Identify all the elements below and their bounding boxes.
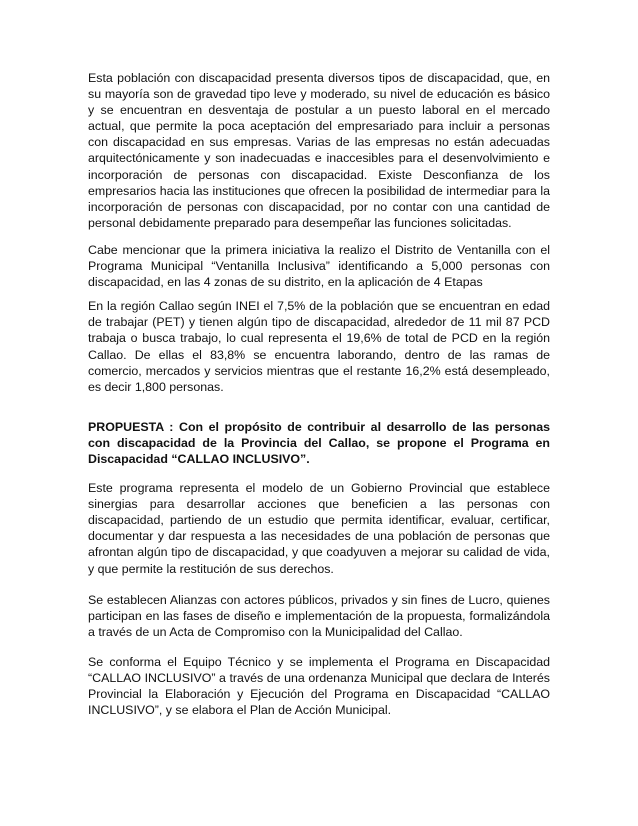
- document-page: [88, 70, 550, 718]
- paragraph-region-callao-inei: En la región Callao según INEI el 7,5% de la población que se encuentran en edad de trabajar (PET) y tienen algún tipo de discapacidad, alrededor de 11 mil 87 PCD trabaja o busca trabajo, lo cual representa el 19,6% de total de PCD en la región Callao. De ellas el 83,8% se encuentra laborando, dentro de las ramas de comercio, mercados y servicios mientras que el restante 16,2% está desempleado, es decir 1,800 personas.: [88, 299, 550, 394]
- paragraph-programa-modelo: Este programa representa el modelo de un Gobierno Provincial que establece sinergias para desarrollar acciones que beneficien a las personas con discapacidad, partiendo de un estudio que permita identificar, evaluar, certificar, documentar y dar respuesta a las necesidades de una población de personas que afrontan algún tipo de discapacidad, y que coadyuven a mejorar su calidad de vida, y que permite la restitución de sus derechos.: [88, 481, 550, 576]
- paragraph-equipo-tecnico: Se conforma el Equipo Técnico y se implementa el Programa en Discapacidad “CALLAO INCLUSIVO” a través de una ordenanza Municipal que declara de Interés Provincial la Elaboración y Ejecución del Programa en Discapacidad “CALLAO INCLUSIVO”, y se elabora el Plan de Acción Municipal.: [88, 654, 550, 718]
- paragraph-propuesta: PROPUESTA : Con el propósito de contribuir al desarrollo de las personas con discapacidad de la Provincia del Callao, se propone el Programa en Discapacidad “CALLAO INCLUSIVO”.: [88, 419, 550, 466]
- paragraph-alianzas: Se establecen Alianzas con actores públicos, privados y sin fines de Lucro, quienes participan en las fases de diseño e implementación de la propuesta, formalizándola a través de un Acta de Compromiso con la Municipalidad del Callao.: [88, 592, 550, 639]
- paragraph-ventanilla-inclusiva: Cabe mencionar que la primera iniciativa la realizo el Distrito de Ventanilla con el Programa Municipal “Ventanilla Inclusiva” identificando a 5,000 personas con discapacidad, en las 4 zonas de su distrito, en la aplicación de 4 Etapas: [88, 242, 550, 290]
- paragraph-discapacidad-empleo: Esta población con discapacidad presenta diversos tipos de discapacidad, que, en su mayoría son de gravedad tipo leve y moderado, su nivel de educación es básico y se encuentran en desventaja de postular a un puesto laboral en el mercado actual, que permite la poca aceptación del empresariado para incluir a personas con discapacidad en sus empresas. Varias de las empresas no están adecuadas arquitectónicamente y son inadecuadas e inaccesibles para el desenvolvimiento e incorporación de personas con discapacidad. Existe Desconfianza de los empresarios hacia las instituciones que ofrecen la posibilidad de intermediar para la incorporación de personas con discapacidad, por no contar con una cantidad de personal debidamente preparado para desempeñar las funciones solicitadas.: [88, 71, 550, 230]
